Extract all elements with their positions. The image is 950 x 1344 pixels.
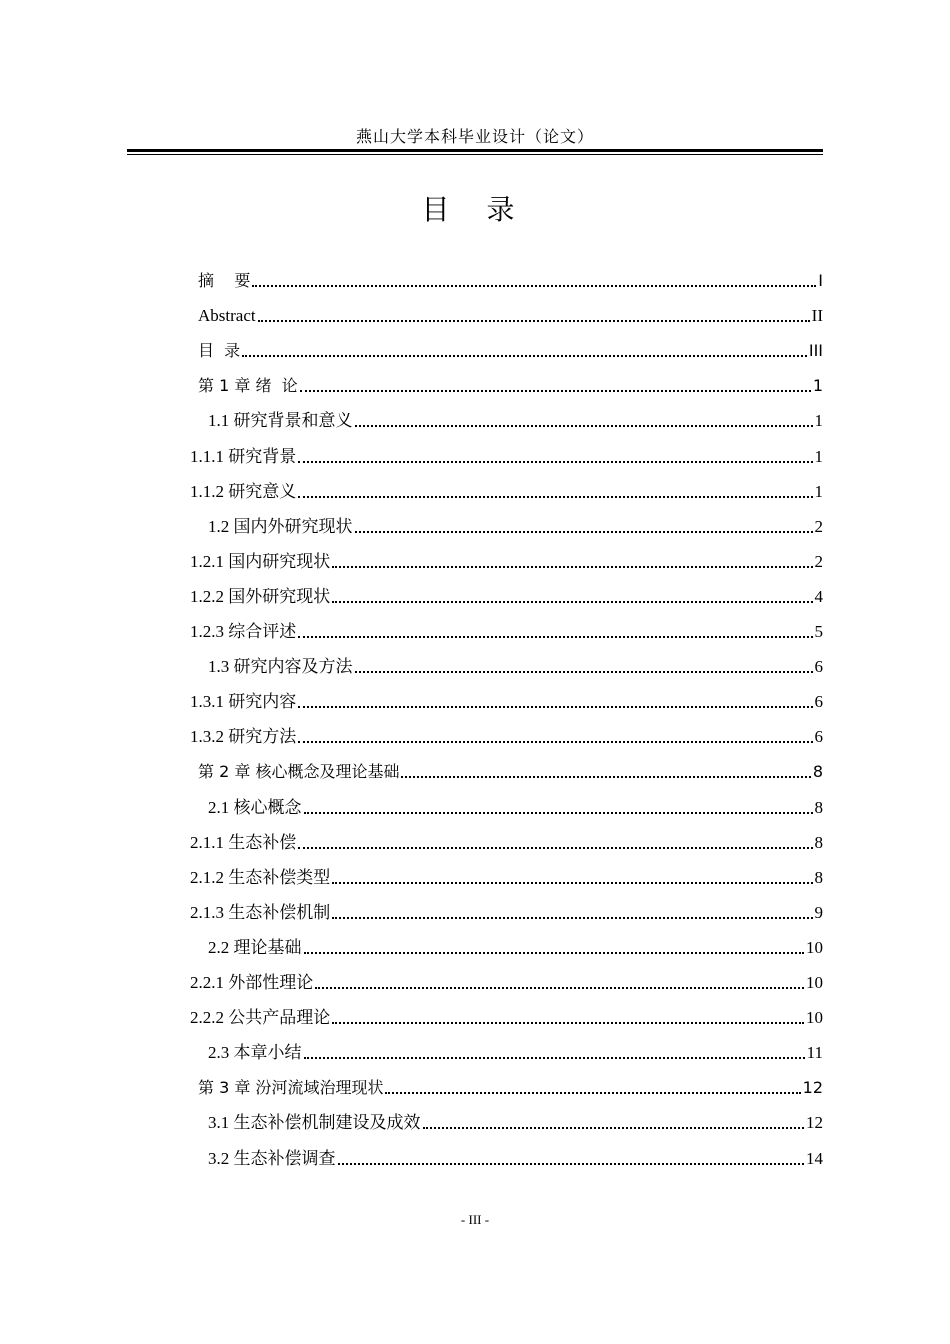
toc-dot-leader — [385, 1091, 800, 1094]
toc-dot-leader — [332, 1021, 804, 1024]
toc-entry[interactable] — [208, 648, 823, 678]
toc-entry-label: 3.1 生态补偿机制建设及成效 — [208, 1113, 421, 1132]
toc-dot-leader — [300, 389, 811, 392]
toc-entry-page: 12 — [806, 1113, 823, 1132]
toc-entry[interactable] — [190, 683, 823, 713]
toc-entry-label: 2.1.2 生态补偿类型 — [190, 868, 331, 887]
toc-entry[interactable] — [198, 367, 823, 397]
toc-entry[interactable] — [190, 473, 823, 503]
toc-entry-page: III — [808, 341, 823, 360]
toc-dot-leader — [332, 565, 812, 568]
toc-dot-leader — [298, 740, 812, 743]
header-rule-thick — [127, 149, 823, 152]
toc-dot-leader — [258, 319, 810, 322]
toc-dot-leader — [304, 1056, 805, 1059]
toc-dot-leader — [355, 670, 813, 673]
toc-entry[interactable] — [190, 613, 823, 643]
toc-entry[interactable] — [208, 1104, 823, 1134]
toc-dot-leader — [332, 916, 812, 919]
toc-entry[interactable] — [190, 718, 823, 748]
toc-entry-page: II — [811, 306, 823, 325]
toc-entry-label: 2.1 核心概念 — [208, 798, 302, 817]
toc-entry-label: 1.3.1 研究内容 — [190, 692, 297, 711]
toc-entry-label: 2.2.1 外部性理论 — [190, 973, 314, 992]
toc-dot-leader — [401, 775, 810, 778]
toc-entry[interactable] — [208, 789, 823, 819]
running-header: 燕山大学本科毕业设计（论文） — [355, 129, 594, 146]
toc-dot-leader — [298, 846, 812, 849]
toc-entry[interactable] — [208, 1034, 823, 1064]
toc-entry-label: 第 1 章 绪 论 — [198, 376, 298, 395]
toc-entry[interactable] — [190, 859, 823, 889]
toc-dot-leader — [355, 530, 813, 533]
toc-entry[interactable] — [208, 508, 823, 538]
toc-entry[interactable] — [208, 929, 823, 959]
toc-entry[interactable] — [190, 578, 823, 608]
toc-dot-leader — [332, 600, 812, 603]
header-rule-thin — [127, 154, 823, 155]
toc-entry-label: Abstract — [198, 306, 256, 325]
toc-entry-page: 11 — [806, 1043, 823, 1062]
toc-entry-label: 2.2.2 公共产品理论 — [190, 1008, 331, 1027]
toc-entry-label: 第 2 章 核心概念及理论基础 — [198, 762, 400, 781]
toc-entry[interactable] — [198, 297, 823, 327]
toc-entry-label: 2.1.1 生态补偿 — [190, 833, 297, 852]
toc-entry-page: 12 — [802, 1078, 823, 1097]
toc-entry-label: 1.2.3 综合评述 — [190, 622, 297, 641]
toc-entry-page: 8 — [814, 833, 823, 852]
toc-entry[interactable] — [190, 964, 823, 994]
toc-entry-page: 8 — [812, 762, 823, 781]
toc-entry-page: 1 — [814, 411, 823, 430]
toc-entry-page: 6 — [814, 727, 823, 746]
toc-entry-label: 1.3.2 研究方法 — [190, 727, 297, 746]
toc-entry[interactable] — [190, 999, 823, 1029]
toc-entry-label: 2.3 本章小结 — [208, 1043, 302, 1062]
toc-dot-leader — [332, 881, 812, 884]
toc-entry-page: 8 — [814, 798, 823, 817]
toc-entry-label: 1.1.1 研究背景 — [190, 447, 297, 466]
toc-entry[interactable] — [190, 438, 823, 468]
toc-entry-page: 14 — [806, 1149, 823, 1168]
toc-entry[interactable] — [198, 1069, 823, 1099]
toc-entry-page: 10 — [806, 938, 823, 957]
toc-dot-leader — [304, 811, 813, 814]
toc-entry-page: 9 — [814, 903, 823, 922]
toc-entry-page: 4 — [814, 587, 823, 606]
toc-entry-page: I — [818, 271, 823, 290]
toc-entry-page: 10 — [806, 1008, 823, 1027]
toc-entry-label: 1.2.1 国内研究现状 — [190, 552, 331, 571]
toc-entry-label: 摘 要 — [198, 271, 251, 290]
toc-entry-label: 目 录 — [198, 341, 241, 360]
toc-entry-label: 1.1.2 研究意义 — [190, 482, 297, 501]
toc-dot-leader — [423, 1126, 805, 1129]
toc-entry[interactable] — [198, 262, 823, 292]
toc-entry[interactable] — [208, 402, 823, 432]
toc-entry-page: 6 — [814, 657, 823, 676]
toc-entry[interactable] — [190, 824, 823, 854]
toc-entry[interactable] — [198, 332, 823, 362]
toc-entry-page: 1 — [812, 376, 823, 395]
page-number: - III - — [460, 1212, 490, 1227]
toc-entry-page: 8 — [814, 868, 823, 887]
toc-entry-page: 1 — [814, 482, 823, 501]
toc-entry-page: 2 — [814, 517, 823, 536]
toc-dot-leader — [338, 1162, 805, 1165]
toc-dot-leader — [298, 495, 812, 498]
toc-entry-label: 3.2 生态补偿调查 — [208, 1149, 336, 1168]
toc-dot-leader — [298, 635, 812, 638]
toc-entry-label: 第 3 章 汾河流域治理现状 — [198, 1078, 384, 1097]
toc-entry-label: 1.1 研究背景和意义 — [208, 411, 353, 430]
toc-entry[interactable] — [198, 753, 823, 783]
toc-entry[interactable] — [190, 894, 823, 924]
toc-entry[interactable] — [190, 543, 823, 573]
toc-dot-leader — [315, 986, 804, 989]
toc-dot-leader — [242, 354, 807, 357]
toc-entry-label: 1.3 研究内容及方法 — [208, 657, 353, 676]
toc-entry-label: 2.1.3 生态补偿机制 — [190, 903, 331, 922]
toc-entry-label: 1.2.2 国外研究现状 — [190, 587, 331, 606]
toc-entry-label: 1.2 国内外研究现状 — [208, 517, 353, 536]
toc-entry-page: 1 — [814, 447, 823, 466]
toc-entry-page: 10 — [806, 973, 823, 992]
toc-dot-leader — [355, 424, 813, 427]
toc-entry-page: 5 — [814, 622, 823, 641]
toc-dot-leader — [298, 705, 812, 708]
toc-entry-page: 2 — [814, 552, 823, 571]
page-title: 目 录 — [421, 193, 529, 226]
toc-entry[interactable] — [208, 1140, 823, 1170]
toc-entry-page: 6 — [814, 692, 823, 711]
toc-entry-label: 2.2 理论基础 — [208, 938, 302, 957]
toc-dot-leader — [304, 951, 805, 954]
toc-dot-leader — [252, 284, 816, 287]
toc-dot-leader — [298, 460, 812, 463]
